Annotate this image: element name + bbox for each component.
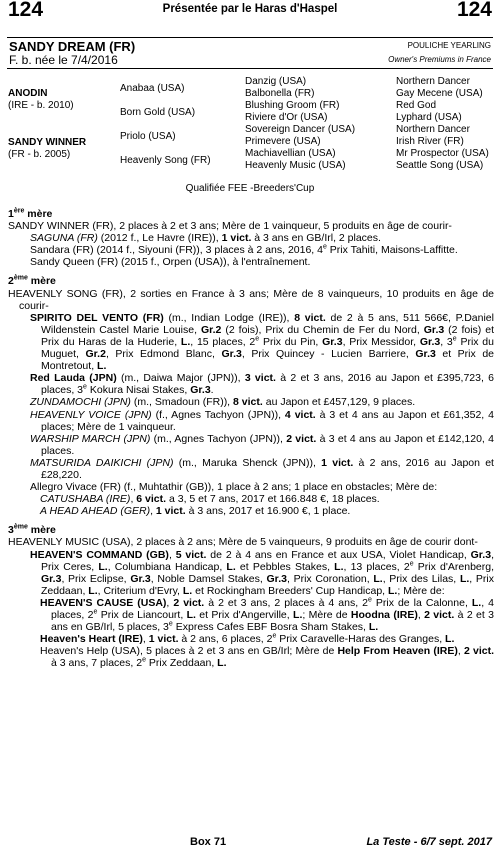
produce-entry: CATUSHABA (IRE), 6 vict. a 3, 5 et 7 ans, 2017 et 166.848 €, 18 places. [40,493,380,506]
pedigree-gen3: Primevere (USA) [245,136,321,147]
produce-entry: ZUNDAMOCHI (JPN) (m., Smadoun (FR)), 8 vict. au Japon et £457,129, 9 places. [30,396,416,409]
family-record [8,208,494,669]
pedigree-gen4: Seattle Song (USA) [396,160,484,171]
produce-entry: Red Lauda (JPN) (m., Daiwa Major (JPN)), 3 vict. à 2 et 3 ans, 2016 au Japon et £395,723, 6 places, 3e Kokura Nisai Stakes, Gr.3. [30,372,494,397]
pedigree-gen2: Heavenly Song (FR) [120,155,211,166]
produce-entry: MATSURIDA DAIKICHI (JPN) (m., Maruka Shenck (JPN)), 1 vict. à 2 ans, 2016 au Japon et £28,220. [30,456,494,481]
pedigree-gen2: Born Gold (USA) [120,107,196,118]
lot-number-right: 124 [456,0,492,21]
dam-name: SANDY WINNER [8,137,87,148]
produce-entry: A HEAD AHEAD (GER), 1 vict. à 3 ans, 2017 et 16.900 €, 1 place. [40,505,351,518]
sire-name: ANODIN [8,88,48,99]
pedigree-gen4: Gay Mecene (USA) [396,88,483,99]
produce-entry: Heaven's Help (USA), 5 places à 2 et 3 ans en GB/Irl; Mère de Help From Heaven (IRE), 2 vict. à 3 ans, 7 places, 2e Prix Zeddaan, L. [40,645,494,670]
produce-entry: SPIRITO DEL VENTO (FR) (m., Indian Lodge (IRE)), 8 vict. de 2 à 5 ans, 511 566€, P.Daniel Wildenstein Castel Marie Louise, Gr.2 (2 fois), Prix du Chemin de Fer du Nord, Gr.3 (2 fois) et Prix du Haras de la Huderie, L., 15 places, 2e Prix du Pin, Gr.3, Prix Messidor, Gr.3, 3e Prix du Muguet, Gr.2, Prix Edmond Blanc, Gr.3, Prix Quincey - Lucien Barriere, Gr.3 et Prix de Montretout, L. [30,311,494,373]
produce-entry: WARSHIP MARCH (JPN) (m., Agnes Tachyon (JPN)), 2 vict. à 3 et 4 ans au Japon et £142,120, 4 places. [30,432,494,457]
section-heading: 2ème mère [8,274,56,288]
produce-entry: HEAVEN'S CAUSE (USA), 2 vict. à 2 et 3 ans, 2 places à 4 ans, 2e Prix de la Calonne, L., 4 places, 2e Prix de Liancourt, L. et Prix d'Angerville, L.; Mère de Hoodna (IRE), 2 vict. à 2 et 3 ans en GB/Irl, 5 places, 3e Express Cafes EBF Bosra Sham Stakes, L. [40,596,494,634]
produce-entry: HEAVEN'S COMMAND (GB), 5 vict. de 2 à 4 ans en France et aux USA, Violet Handicap, Gr.3, Prix Ceres, L., Columbiana Handicap, L. et Pebbles Stakes, L., 13 places, 2e Prix d'Arenberg, Gr.3, Prix Eclipse, Gr.3, Noble Damsel Stakes, Gr.3, Prix Coronation, L., Prix des Lilas, L., Prix Zeddaan, L., Criterium d'Evry, L. et Rockingham Breeders' Cup Handicap, L.; Mère de: [30,548,494,597]
pedigree-gen3: Machiavellian (USA) [245,148,336,159]
pedigree-gen4: Lyphard (USA) [396,112,462,123]
produce-entry: Sandy Queen (FR) (2015 f., Orpen (USA)), à l'entraînement. [30,256,311,269]
produce-entry: SAGUNA (FR) (2012 f., Le Havre (IRE)), 1 vict. à 3 ans en GB/Irl, 2 places. [30,232,381,245]
horse-category: POULICHE YEARLING [407,41,491,50]
pedigree-gen4: Northern Dancer [396,124,470,135]
dam-summary: SANDY WINNER (FR), 2 places à 2 et 3 ans; Mère de 1 vainqueur, 5 produits en âge de courir- [8,220,452,233]
section-heading: 3ème mère [8,523,56,537]
pedigree-gen3: Sovereign Dancer (USA) [245,124,356,135]
qualification-line: Qualifiée FEE -Breeders'Cup [185,183,315,194]
horse-details: F. b. née le 7/4/2016 [9,53,118,67]
pedigree-gen3: Heavenly Music (USA) [245,160,346,171]
produce-entry: Sandara (FR) (2014 f., Siyouni (FR)), 3 places à 2 ans, 2016, 4e Prix Tahiti, Maisons-Laffitte. [30,243,458,257]
owner-premium-program: Owner's Premiums in France [388,55,491,64]
pedigree-gen3: Riviere d'Or (USA) [245,112,328,123]
pedigree-gen3: Blushing Groom (FR) [245,100,340,111]
section-heading: 1ère mère [8,207,53,220]
footer-sale-info: La Teste - 6/7 sept. 2017 [366,836,492,848]
horse-title-box [7,37,493,69]
pedigree-gen4: Irish River (FR) [396,136,464,147]
footer-box-number: Box 71 [190,836,227,848]
horse-name: SANDY DREAM (FR) [9,39,136,54]
sire-info: (IRE - b. 2010) [8,100,74,111]
pedigree-gen4: Mr Prospector (USA) [396,148,489,159]
pedigree-gen2: Priolo (USA) [120,131,176,142]
lot-number-left: 124 [8,0,44,21]
pedigree-gen2: Anabaa (USA) [120,83,185,94]
pedigree-gen3: Danzig (USA) [245,76,307,87]
presented-by: Présentée par le Haras d'Haspel [162,3,338,15]
dam-summary: HEAVENLY MUSIC (USA), 2 places à 2 ans; Mère de 5 vainqueurs, 9 produits en âge de courir dont- [8,536,478,549]
produce-entry: Allegro Vivace (FR) (f., Muhtathir (GB)), 1 place à 2 ans; 1 place en obstacles; Mère de: [30,481,438,494]
produce-entry: Heaven's Heart (IRE), 1 vict. à 2 ans, 6 places, 2e Prix Caravelle-Haras des Granges, L. [40,632,455,646]
pedigree-gen4: Red God [396,100,437,111]
dam-summary: HEAVENLY SONG (FR), 2 sorties en France à 3 ans; Mère de 8 vainqueurs, 10 produits en âge de courir- [8,287,494,312]
pedigree-gen3: Balbonella (FR) [245,88,315,99]
dam-info: (FR - b. 2005) [8,149,71,160]
produce-entry: HEAVENLY VOICE (JPN) (f., Agnes Tachyon (JPN)), 4 vict. à 3 et 4 ans au Japon et £61,352, 4 places; Mère de 1 vainqueur. [30,408,494,433]
pedigree-gen4: Northern Dancer [396,76,470,87]
